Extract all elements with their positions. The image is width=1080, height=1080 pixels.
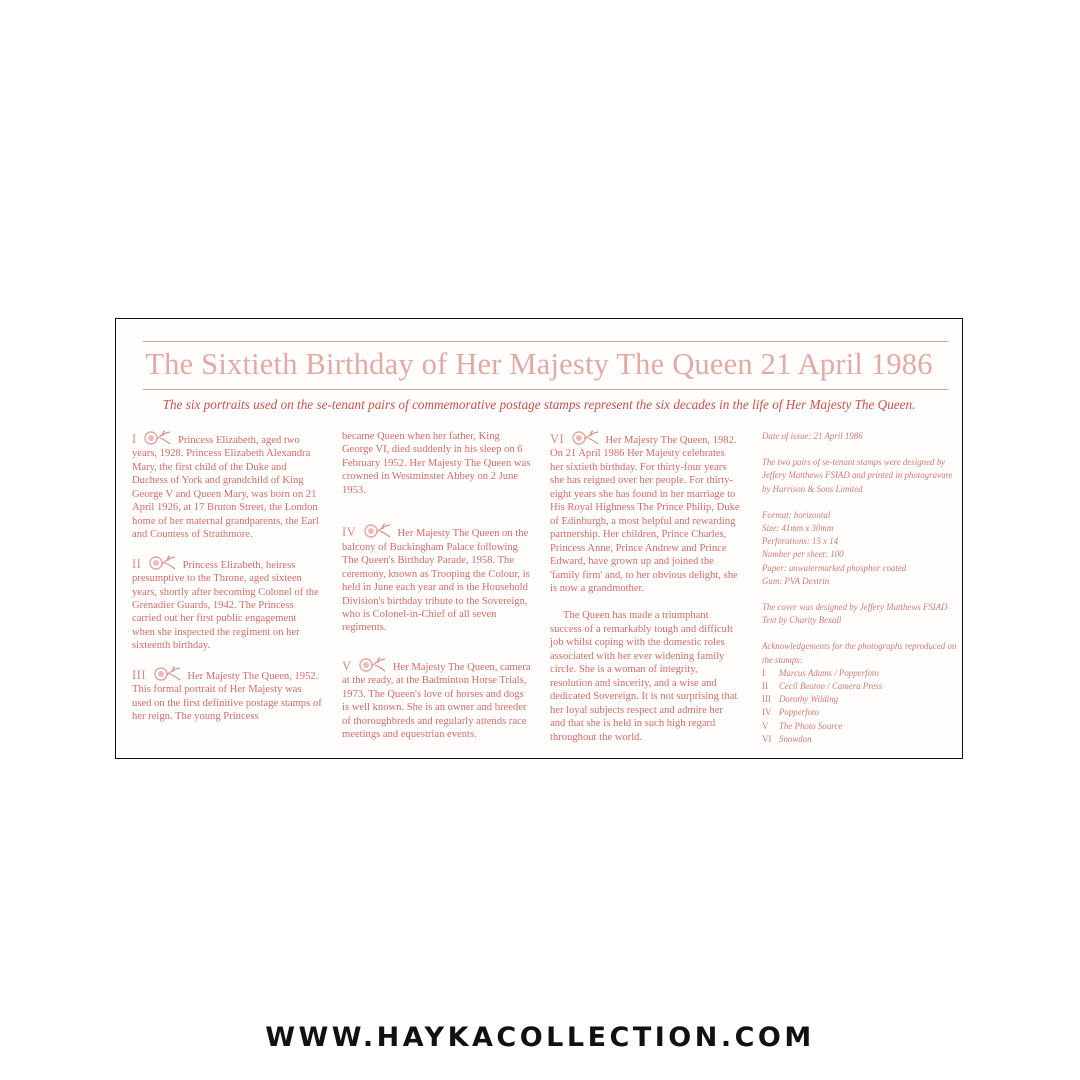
cover-credit: The cover was designed by Jeffery Matthews FSIAD — [762, 602, 948, 613]
rose-flower-icon — [571, 430, 601, 446]
spec-perforations: Perforations: 15 x 14 — [762, 536, 839, 547]
section-5 — [342, 657, 532, 742]
title-top-rule — [143, 341, 948, 342]
acknowledgement-row — [762, 706, 958, 719]
section-3 — [132, 666, 322, 724]
acknowledgement-row — [762, 720, 958, 733]
section-3-continued: became Queen when her father, King George VI, died suddenly in his sleep on 6 February 1952. Her Majesty The Queen was crowned in Westminster Abbey on 2 June 1953. — [342, 431, 531, 496]
section-numeral: II — [132, 556, 142, 571]
ack-name: Popperfoto — [779, 707, 819, 718]
text-column-3 — [550, 430, 740, 744]
section-6 — [550, 430, 740, 595]
ack-name: Snowdon — [779, 733, 812, 744]
presentation-card — [115, 318, 963, 759]
acknowledgements-heading: Acknowledgements for the photographs reproduced on the stamps: — [762, 641, 957, 665]
spec-paper: Paper: unwatermarked phosphor coated — [762, 562, 907, 573]
section-2 — [132, 555, 322, 653]
ack-numeral: V — [762, 720, 769, 731]
section-text: Her Majesty The Queen, camera at the ready, at the Badminton Horse Trials, 1973. The Queen's love of horses and dogs is well known. She is an owner and breeder of thoroughbreds and regularly attends race meetings and equestrian events. — [342, 661, 531, 741]
spec-number-per-sheet: Number per sheet: 100 — [762, 549, 844, 560]
section-numeral: I — [132, 432, 137, 446]
section-numeral: IV — [342, 525, 357, 540]
ack-numeral: IV — [762, 707, 772, 718]
text-credit: Text by Charity Bexall — [762, 615, 842, 626]
section-text: Her Majesty The Queen, 1952. This formal portrait of Her Majesty was used on the first definitive postage stamps of her reign. The young Princess — [132, 670, 322, 723]
spec-size: Size: 41mm x 30mm — [762, 523, 834, 534]
acknowledgement-row — [762, 667, 958, 680]
stamp-info-column — [762, 430, 958, 746]
section-text: Her Majesty The Queen, 1982. On 21 April 1986 Her Majesty celebrates her sixtieth birthday. For thirty-four years she has reigned over her people. For thirty-eight years she has found in her marriage to His Royal Highness The Prince Philip, Duke of Edinburgh, a most helpful and rewarding partnership. Her children, Prince Charles, Princess Anne, Prince Andrew and Prince Edward, have grown up and joined the 'family firm' and, to her obvious delight, she is now a grandmother. — [550, 435, 740, 594]
ack-name: The Photo Source — [779, 720, 843, 731]
rose-flower-icon — [358, 657, 388, 673]
rose-flower-icon — [143, 430, 173, 446]
section-text: Princess Elizabeth, aged two years, 1928. Princess Elizabeth Alexandra Mary, the first child of the Duke and Duchess of York and grandchild of King George V and Queen Mary, was born on 21 April 1926, at 17 Bruton Street, the London home of her maternal grandparents, the Earl and Countess of Strathmore. — [132, 435, 319, 541]
spec-gum: Gum: PVA Dextrin — [762, 575, 830, 586]
section-4 — [342, 523, 532, 635]
section-numeral: V — [342, 658, 352, 673]
website-watermark: WWW.HAYKACOLLECTION.COM — [265, 1022, 815, 1053]
acknowledgement-row — [762, 680, 958, 693]
section-numeral: III — [132, 667, 146, 682]
rose-flower-icon — [148, 555, 178, 571]
ack-numeral: II — [762, 681, 768, 692]
date-of-issue: Date of issue: 21 April 1986 — [762, 431, 863, 441]
ack-numeral: III — [762, 694, 771, 705]
card-title: The Sixtieth Birthday of Her Majesty The Queen 21 April 1986 — [145, 347, 933, 381]
acknowledgements-list — [762, 667, 958, 746]
section-text: Princess Elizabeth, heiress presumptive to the Throne, aged sixteen years, shortly after becoming Colonel of the Grenadier Guards, 1942. The Princess carried out her first public engagement when she inspected the regiment on her sixteenth birthday. — [132, 559, 319, 652]
section-text: Her Majesty The Queen on the balcony of Buckingham Palace following The Queen's Birthday Parade, 1958. The ceremony, known as Trooping the Colour, is held in June each year and is the Household Division's birthday tribute to the Sovereign, who is Colonel-in-Chief of all seven regiments. — [342, 528, 530, 634]
rose-flower-icon — [363, 523, 393, 539]
ack-name: Dorothy Wilding — [779, 694, 839, 705]
closing-paragraph: The Queen has made a triumphant success of a remarkably tough and difficult job whilst coping with the domestic roles associated with her ever widening family circle. She is a woman of integrity, resolution and sincerity, and a wise and dedicated Sovereign. It is not surprising that her loyal subjects respect and admire her and that she is held in such high regard throughout the world. — [550, 610, 738, 743]
acknowledgement-row — [762, 693, 958, 706]
designer-note: The two pairs of se-tenant stamps were designed by Jeffery Matthews FSIAD and printed in photogravure by Harrison & Sons Limited — [762, 457, 953, 494]
card-subtitle: The six portraits used on the se-tenant pairs of commemorative postage stamps represent the six decades in the life of Her Majesty The Queen. — [162, 397, 916, 412]
section-numeral: VI — [550, 432, 565, 446]
rose-flower-icon — [153, 666, 183, 682]
section-1 — [132, 430, 322, 542]
ack-numeral: VI — [762, 733, 772, 744]
acknowledgement-row — [762, 733, 958, 746]
text-column-2 — [342, 430, 532, 742]
spec-format: Format: horizontal — [762, 509, 831, 520]
text-column-1 — [132, 430, 322, 724]
ack-name: Marcus Adams / Popperfoto — [779, 667, 879, 678]
ack-name: Cecil Beaton / Camera Press — [779, 681, 883, 692]
ack-numeral: I — [762, 667, 765, 678]
title-bottom-rule — [143, 389, 948, 390]
